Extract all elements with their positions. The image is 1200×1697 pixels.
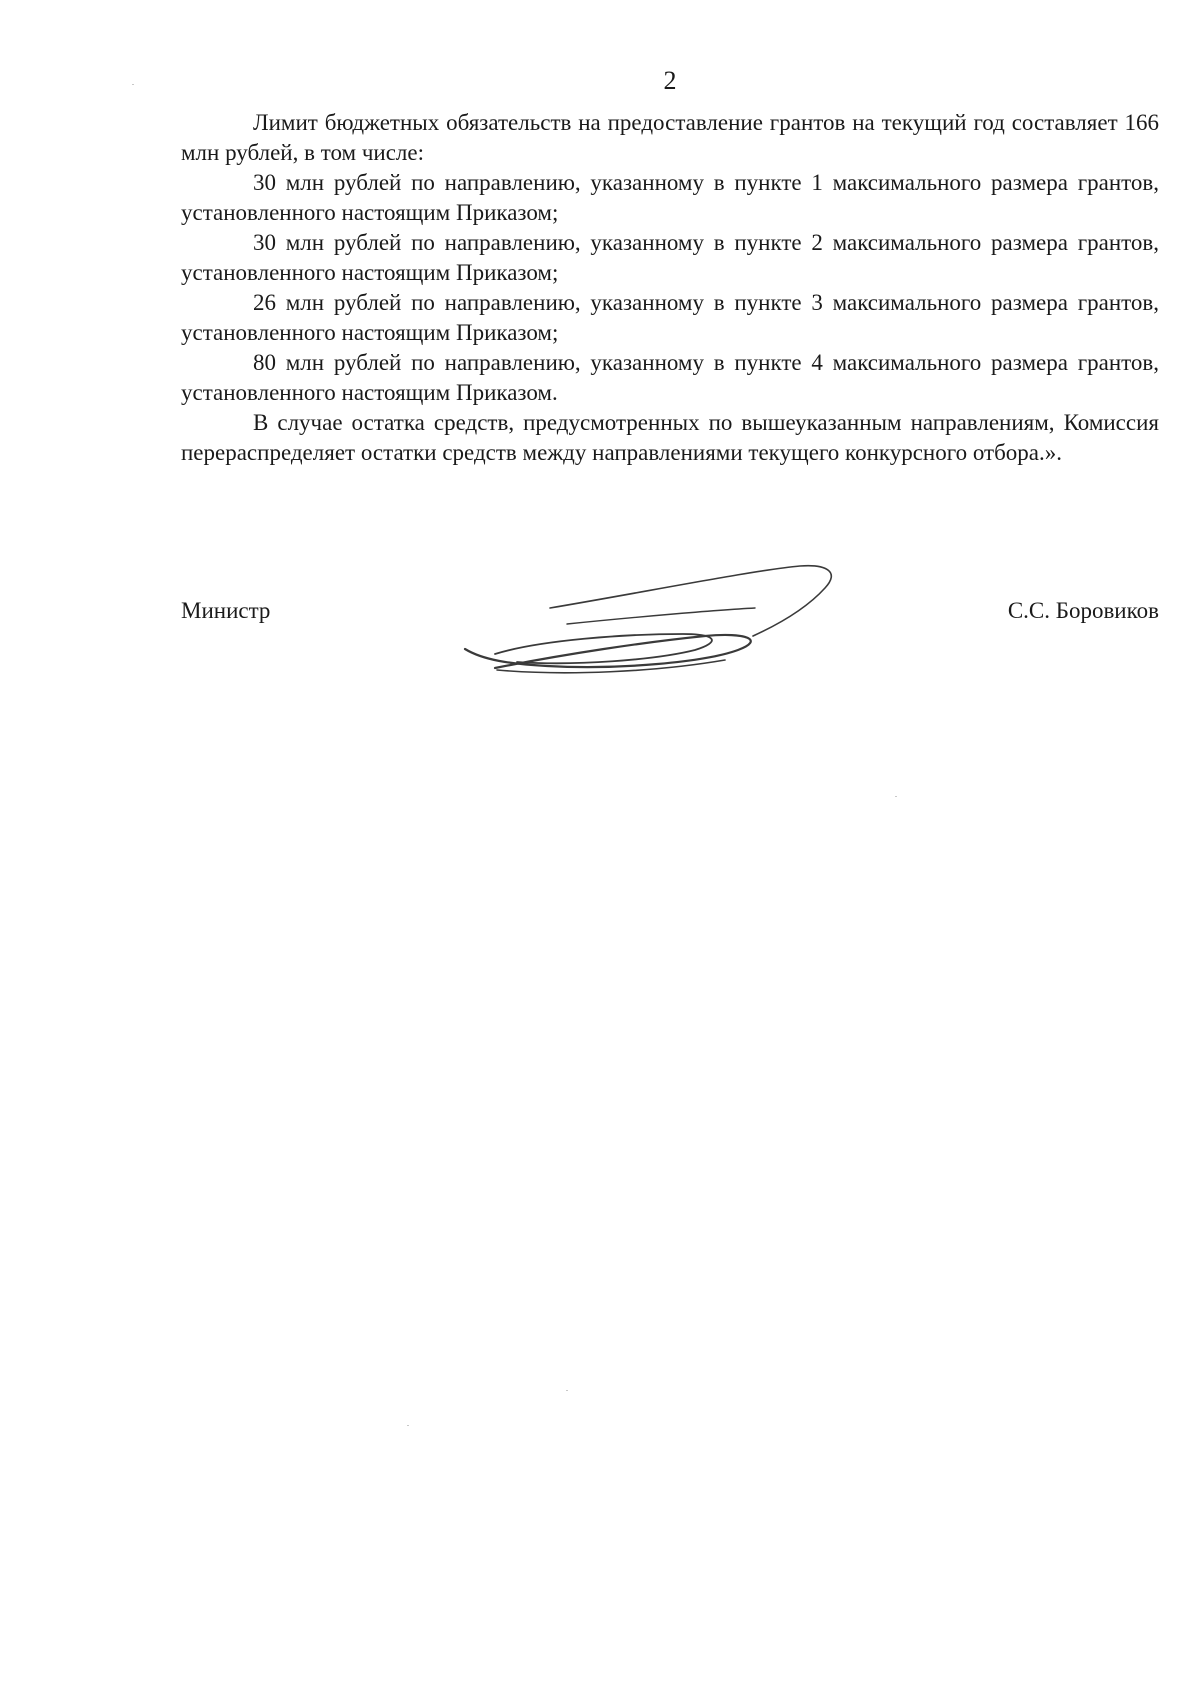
paragraph-direction-1: 30 млн рублей по направлению, указанному в пункте 1 максимального размера грантов, установленного настоящим Приказом; [181, 170, 1159, 225]
document-body [181, 108, 1159, 468]
paragraph-redistribution: В случае остатка средств, предусмотренных по вышеуказанным направлениям, Комиссия перераспределяет остатки средств между направлениями текущего конкурсного отбора.». [181, 410, 1159, 465]
paragraph-direction-3: 26 млн рублей по направлению, указанному в пункте 3 максимального размера грантов, установленного настоящим Приказом; [181, 290, 1159, 345]
signature-stroke-long [550, 566, 831, 636]
paragraph-budget-limit: Лимит бюджетных обязательств на предоставление грантов на текущий год составляет 166 млн рублей, в том числе: [181, 110, 1159, 165]
paragraph-direction-4: 80 млн рублей по направлению, указанному в пункте 4 максимального размера грантов, установленного настоящим Приказом. [181, 350, 1159, 405]
scan-speck [895, 796, 897, 797]
scan-speck [132, 84, 134, 85]
signature-strokes [465, 566, 831, 673]
handwritten-signature [455, 550, 875, 700]
signatory-title: Министр [181, 598, 271, 623]
paragraph-direction-2: 30 млн рублей по направлению, указанному в пункте 2 максимального размера грантов, установленного настоящим Приказом; [181, 230, 1159, 285]
signatory-name: С.С. Боровиков [1007, 598, 1159, 623]
scan-speck [407, 1425, 409, 1426]
page-number: 2 [663, 66, 677, 95]
signature-stroke-mid [567, 608, 755, 624]
scan-speck [566, 1390, 568, 1391]
